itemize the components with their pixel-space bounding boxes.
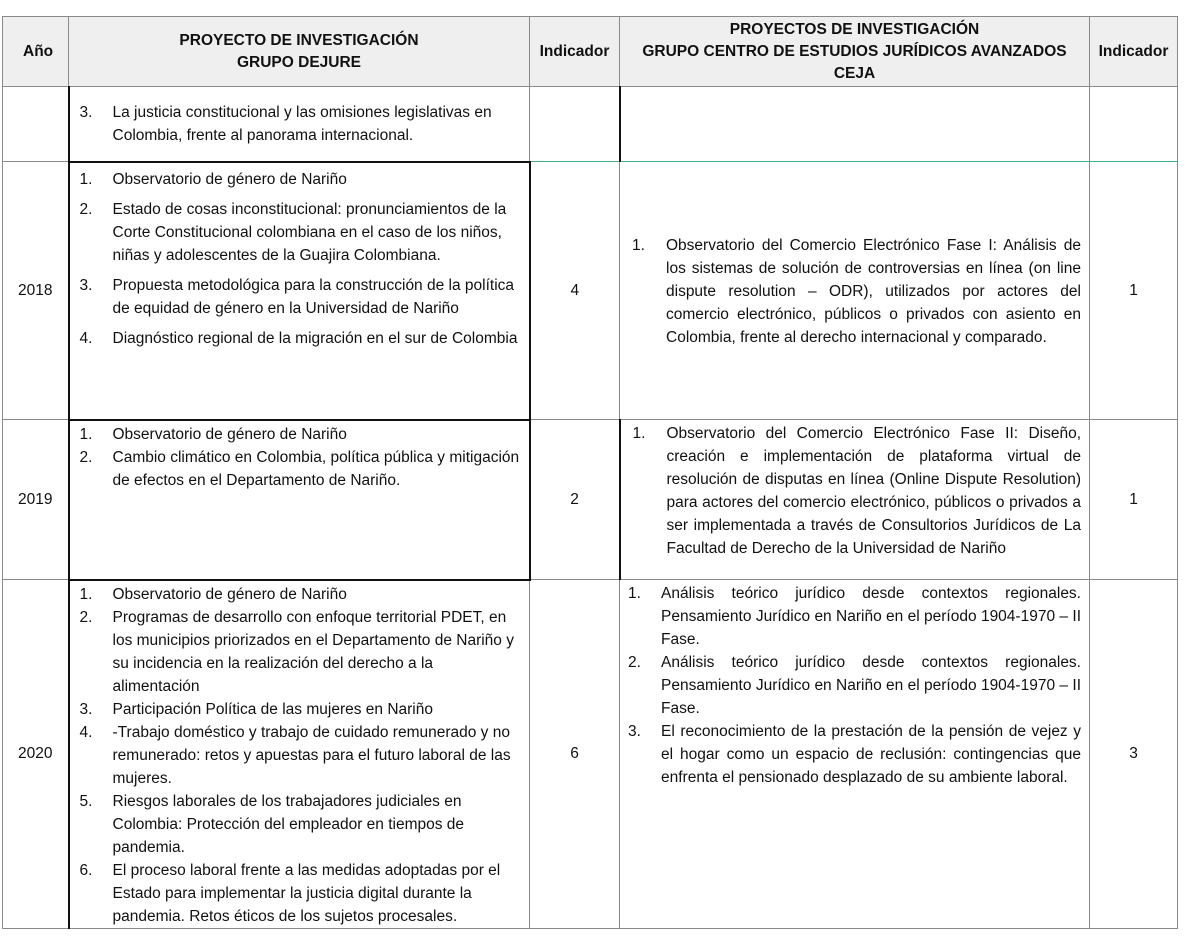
year-cell: 2019 [3, 420, 69, 580]
table-row [3, 580, 1178, 929]
list-item [80, 606, 522, 698]
year-cell: 2018 [3, 162, 69, 420]
ceja-projects-cell [620, 162, 1090, 420]
indicator-ceja-cell: 3 [1090, 580, 1178, 929]
list-item [80, 327, 521, 350]
dejure-project-list [80, 583, 522, 928]
item-text: Observatorio del Comercio Electrónico Fase II: Diseño, creación e implementación de plataforma virtual de resolución de disputas en línea (Online Dispute Resolution) para actores del comercio electrónico, públicos o privados a ser implementada a través de Consultorios Jurídicos de La Facultad de Derecho de la Universidad de Nariño [666, 425, 1081, 557]
item-text: El proceso laboral frente a las medidas adoptadas por el Estado para implementar la justicia digital durante la pandemia. Retos éticos de los sujetos procesales. [112, 861, 501, 925]
item-number: 4. [79, 723, 93, 741]
item-number: 2. [628, 654, 641, 671]
header-row [3, 17, 1178, 87]
item-number: 2. [79, 200, 93, 218]
dejure-projects-cell [69, 162, 530, 420]
indicator-ceja-cell: 1 [1090, 162, 1178, 420]
header-indicator-dejure: Indicador [530, 17, 620, 87]
header-dejure-line2: GRUPO DEJURE [236, 53, 362, 71]
item-number: 1. [79, 585, 93, 603]
header-dejure [69, 17, 530, 87]
item-text: Observatorio del Comercio Electrónico Fase I: Análisis de los sistemas de solución de controversias en línea (on line dispute resolution – ODR), utilizados por actores del comercio electrónico, públicos o privados con asiento en Colombia, frente al derecho internacional y comparado. [666, 236, 1081, 346]
item-number: 3. [79, 103, 93, 121]
list-item [80, 859, 522, 928]
indicator-dejure-cell: 4 [530, 162, 620, 420]
header-ceja-line1: PROYECTOS DE INVESTIGACIÓN [729, 20, 980, 38]
item-text: Cambio climático en Colombia, política pública y mitigación de efectos en el Departamento de Nariño. [112, 448, 520, 489]
list-item [80, 583, 522, 606]
table-row [3, 420, 1178, 580]
dejure-project-list [80, 423, 521, 492]
ceja-projects-cell [620, 87, 1090, 162]
item-text: -Trabajo doméstico y trabajo de cuidado remunerado y no remunerado: retos y apuestas para el futuro laboral de las mujeres. [112, 723, 511, 787]
header-dejure-line1: PROYECTO DE INVESTIGACIÓN [179, 31, 419, 49]
dejure-project-list [80, 101, 522, 147]
list-item [80, 790, 522, 859]
ceja-projects-cell [620, 420, 1090, 580]
item-number: 5. [79, 792, 93, 810]
dejure-project-list [80, 168, 521, 350]
list-item [632, 234, 1081, 349]
item-text: Diagnóstico regional de la migración en el sur de Colombia [112, 329, 518, 347]
ceja-project-list [633, 422, 1082, 560]
dejure-projects-cell [69, 580, 530, 929]
item-text: Participación Política de las mujeres en Nariño [112, 700, 433, 718]
list-item [80, 274, 521, 320]
research-projects-table [2, 16, 1178, 929]
year-cell [3, 87, 69, 162]
indicator-dejure-cell: 6 [530, 580, 620, 929]
list-item [628, 651, 1081, 720]
item-number: 3. [79, 276, 93, 294]
item-number: 4. [79, 329, 93, 347]
item-text: Observatorio de género de Nariño [112, 425, 347, 443]
item-text: Propuesta metodológica para la construcción de la política de equidad de género en la Universidad de Nariño [112, 276, 515, 317]
item-text: Observatorio de género de Nariño [112, 585, 347, 603]
header-ceja-line3: CEJA [833, 64, 876, 82]
item-text: Análisis teórico jurídico desde contextos regionales. Pensamiento Jurídico en Nariño en el período 1904-1970 – II Fase. [661, 585, 1081, 648]
header-indicator-ceja: Indicador [1090, 17, 1178, 87]
list-item [80, 698, 522, 721]
dejure-projects-cell [69, 420, 530, 580]
item-number: 1. [632, 425, 646, 442]
indicator-dejure-cell: 2 [530, 420, 620, 580]
header-ceja [620, 17, 1090, 87]
year-cell: 2020 [3, 580, 69, 929]
list-item [80, 198, 521, 267]
item-text: Riesgos laborales de los trabajadores judiciales en Colombia: Protección del empleador en tiempos de pandemia. [112, 792, 465, 856]
indicator-ceja-cell [1090, 87, 1178, 162]
list-item [628, 720, 1081, 789]
item-number: 1. [632, 236, 645, 254]
indicator-dejure-cell [530, 87, 620, 162]
item-number: 2. [79, 608, 93, 626]
item-text: El reconocimiento de la prestación de la pensión de vejez y el hogar como un espacio de reclusión: contingencias que enfrenta el pensionado desplazado de su ambiente laboral. [661, 723, 1081, 786]
list-item [628, 582, 1081, 651]
list-item [80, 101, 522, 147]
ceja-project-list [628, 582, 1081, 789]
item-text: Observatorio de género de Nariño [112, 170, 347, 188]
item-number: 3. [628, 723, 641, 740]
item-text: La justicia constitucional y las omisiones legislativas en Colombia, frente al panorama internacional. [112, 103, 492, 144]
item-text: Programas de desarrollo con enfoque territorial PDET, en los municipios priorizados en el Departamento de Nariño y su incidencia en la realización del derecho a la alimentación [112, 608, 514, 695]
header-year: Año [3, 17, 69, 87]
item-text: Análisis teórico jurídico desde contextos regionales. Pensamiento Jurídico en Nariño en el período 1904-1970 – II Fase. [661, 654, 1081, 717]
table-row [3, 87, 1178, 162]
table-row [3, 162, 1178, 420]
list-item [80, 423, 521, 446]
list-item [80, 168, 521, 191]
indicator-ceja-cell: 1 [1090, 420, 1178, 580]
list-item [80, 721, 522, 790]
list-item [80, 446, 521, 492]
item-text: Estado de cosas inconstitucional: pronunciamientos de la Corte Constitucional colombiana en el caso de los niños, niñas y adolescentes de la Guajira Colombiana. [112, 200, 507, 264]
item-number: 6. [79, 861, 93, 879]
item-number: 1. [79, 425, 93, 443]
item-number: 1. [79, 170, 93, 188]
item-number: 2. [79, 448, 93, 466]
item-number: 1. [628, 585, 641, 602]
dejure-projects-cell [69, 87, 530, 162]
header-ceja-line2: GRUPO CENTRO DE ESTUDIOS JURÍDICOS AVANZADOS [642, 42, 1067, 60]
ceja-project-list [632, 234, 1081, 349]
list-item [633, 422, 1082, 560]
ceja-projects-cell [620, 580, 1090, 929]
item-number: 3. [79, 700, 93, 718]
